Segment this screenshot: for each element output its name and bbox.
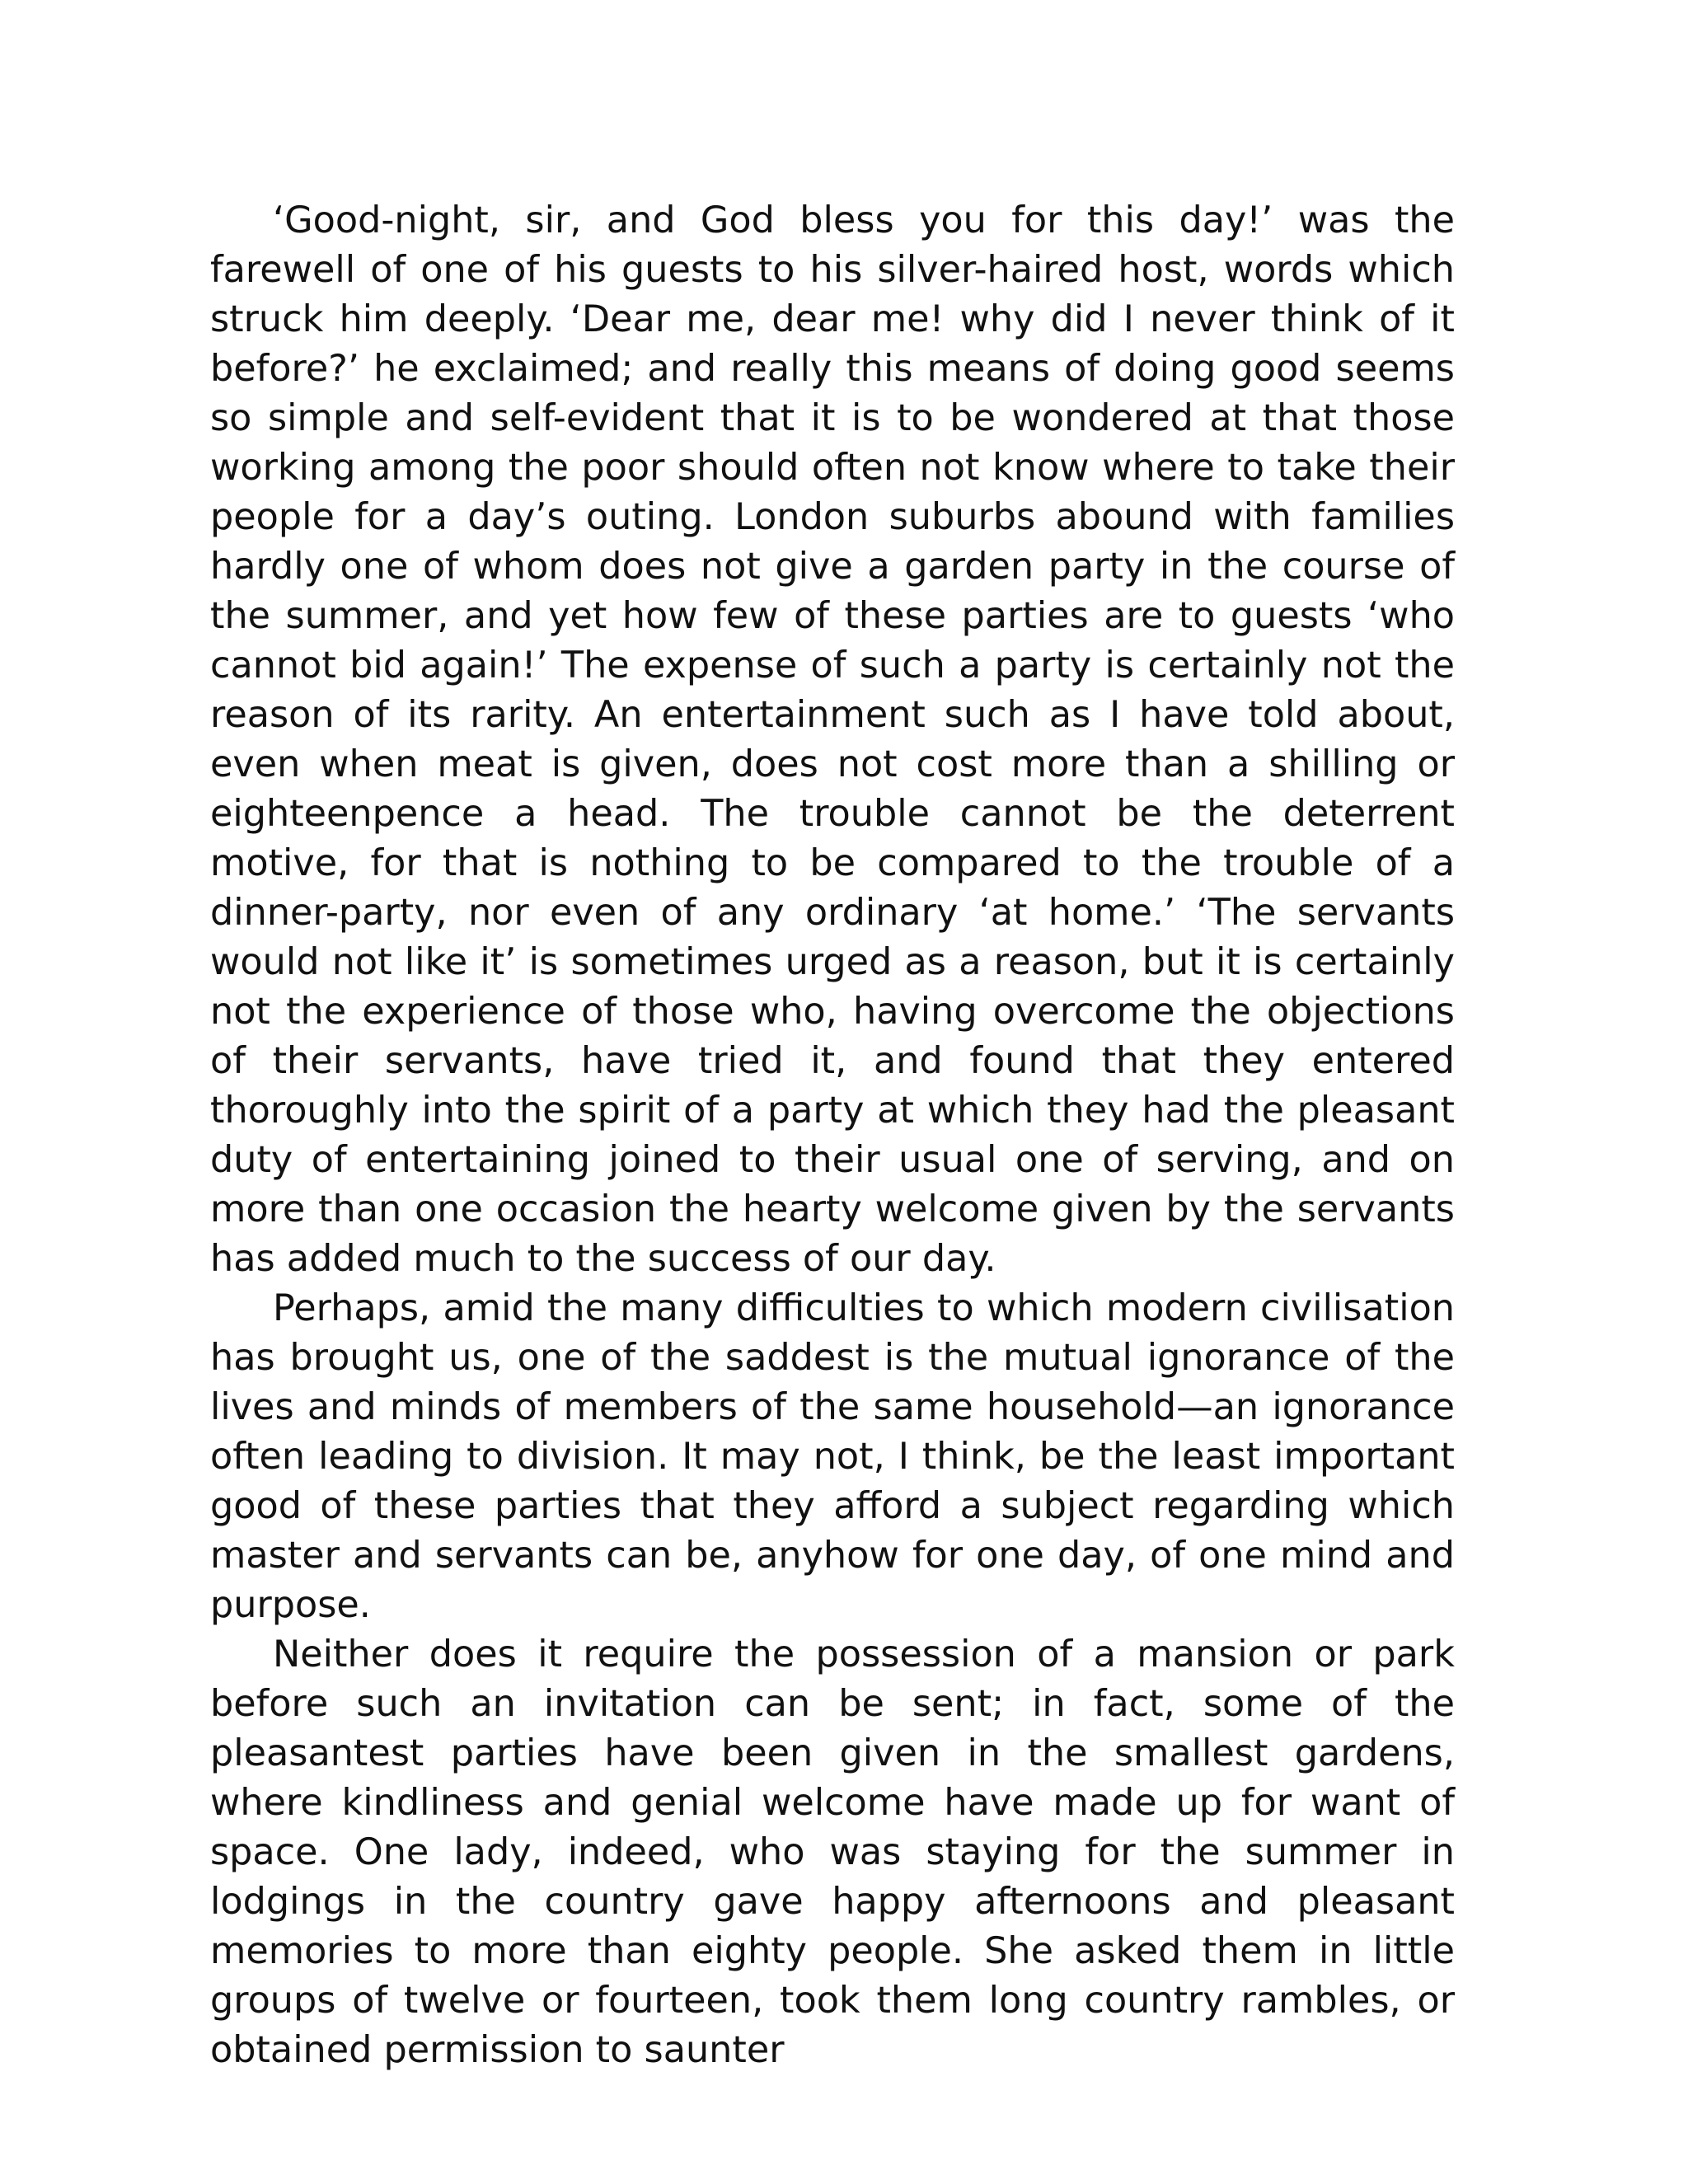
paragraph-gardens: Neither does it require the possession of a mansion or park before such an invitation can be sent; in fact, some of the pleasantest parties have been given in the smallest gardens, where kindliness and genial welcome have made up for want of space. One lady, indeed, who was staying for the summer in lodgings in the country gave happy afternoons and pleasant memories to more than eighty people. She asked them in little groups of twelve or fourteen, took them long country rambles, or obtained permission to saunter xyxy=(210,1633,1455,2071)
document-page xyxy=(210,196,1455,2075)
paragraph-farewell: ‘Good-night, sir, and God bless you for this day!’ was the farewell of one of his guests to his silver-haired host, words which struck him deeply. ‘Dear me, dear me! why did I never think of it before?’ he exclaimed; and really this means of doing good seems so simple and self-evident that it is to be wondered at that those working among the poor should often not know where to take their people for a day’s outing. London suburbs abound with families hardly one of whom does not give a garden party in the course of the summer, and yet how few of these parties are to guests ‘who cannot bid again!’ The expense of such a party is certainly not the reason of its rarity. An entertainment such as I have told about, even when meat is given, does not cost more than a shilling or eighteenpence a head. The trouble cannot be the deterrent motive, for that is nothing to be compared to the trouble of a dinner-party, nor even of any ordinary ‘at home.’ ‘The servants would not like it’ is sometimes urged as a reason, but it is certainly not the experience of those who, having overcome the objections of their servants, have tried it, and found that they entered thoroughly into the spirit of a party at which they had the pleasant duty of entertaining joined to their usual one of serving, and on more than one occasion the hearty welcome given by the servants has added much to the success of our day. xyxy=(210,199,1455,1280)
paragraph-household: Perhaps, amid the many difficulties to which modern civilisation has brought us, one of the saddest is the mutual ignorance of the lives and minds of members of the same household—an ignorance often leading to division. It may not, I think, be the least important good of these parties that they afford a subject regarding which master and servants can be, anyhow for one day, of one mind and purpose. xyxy=(210,1287,1455,1626)
